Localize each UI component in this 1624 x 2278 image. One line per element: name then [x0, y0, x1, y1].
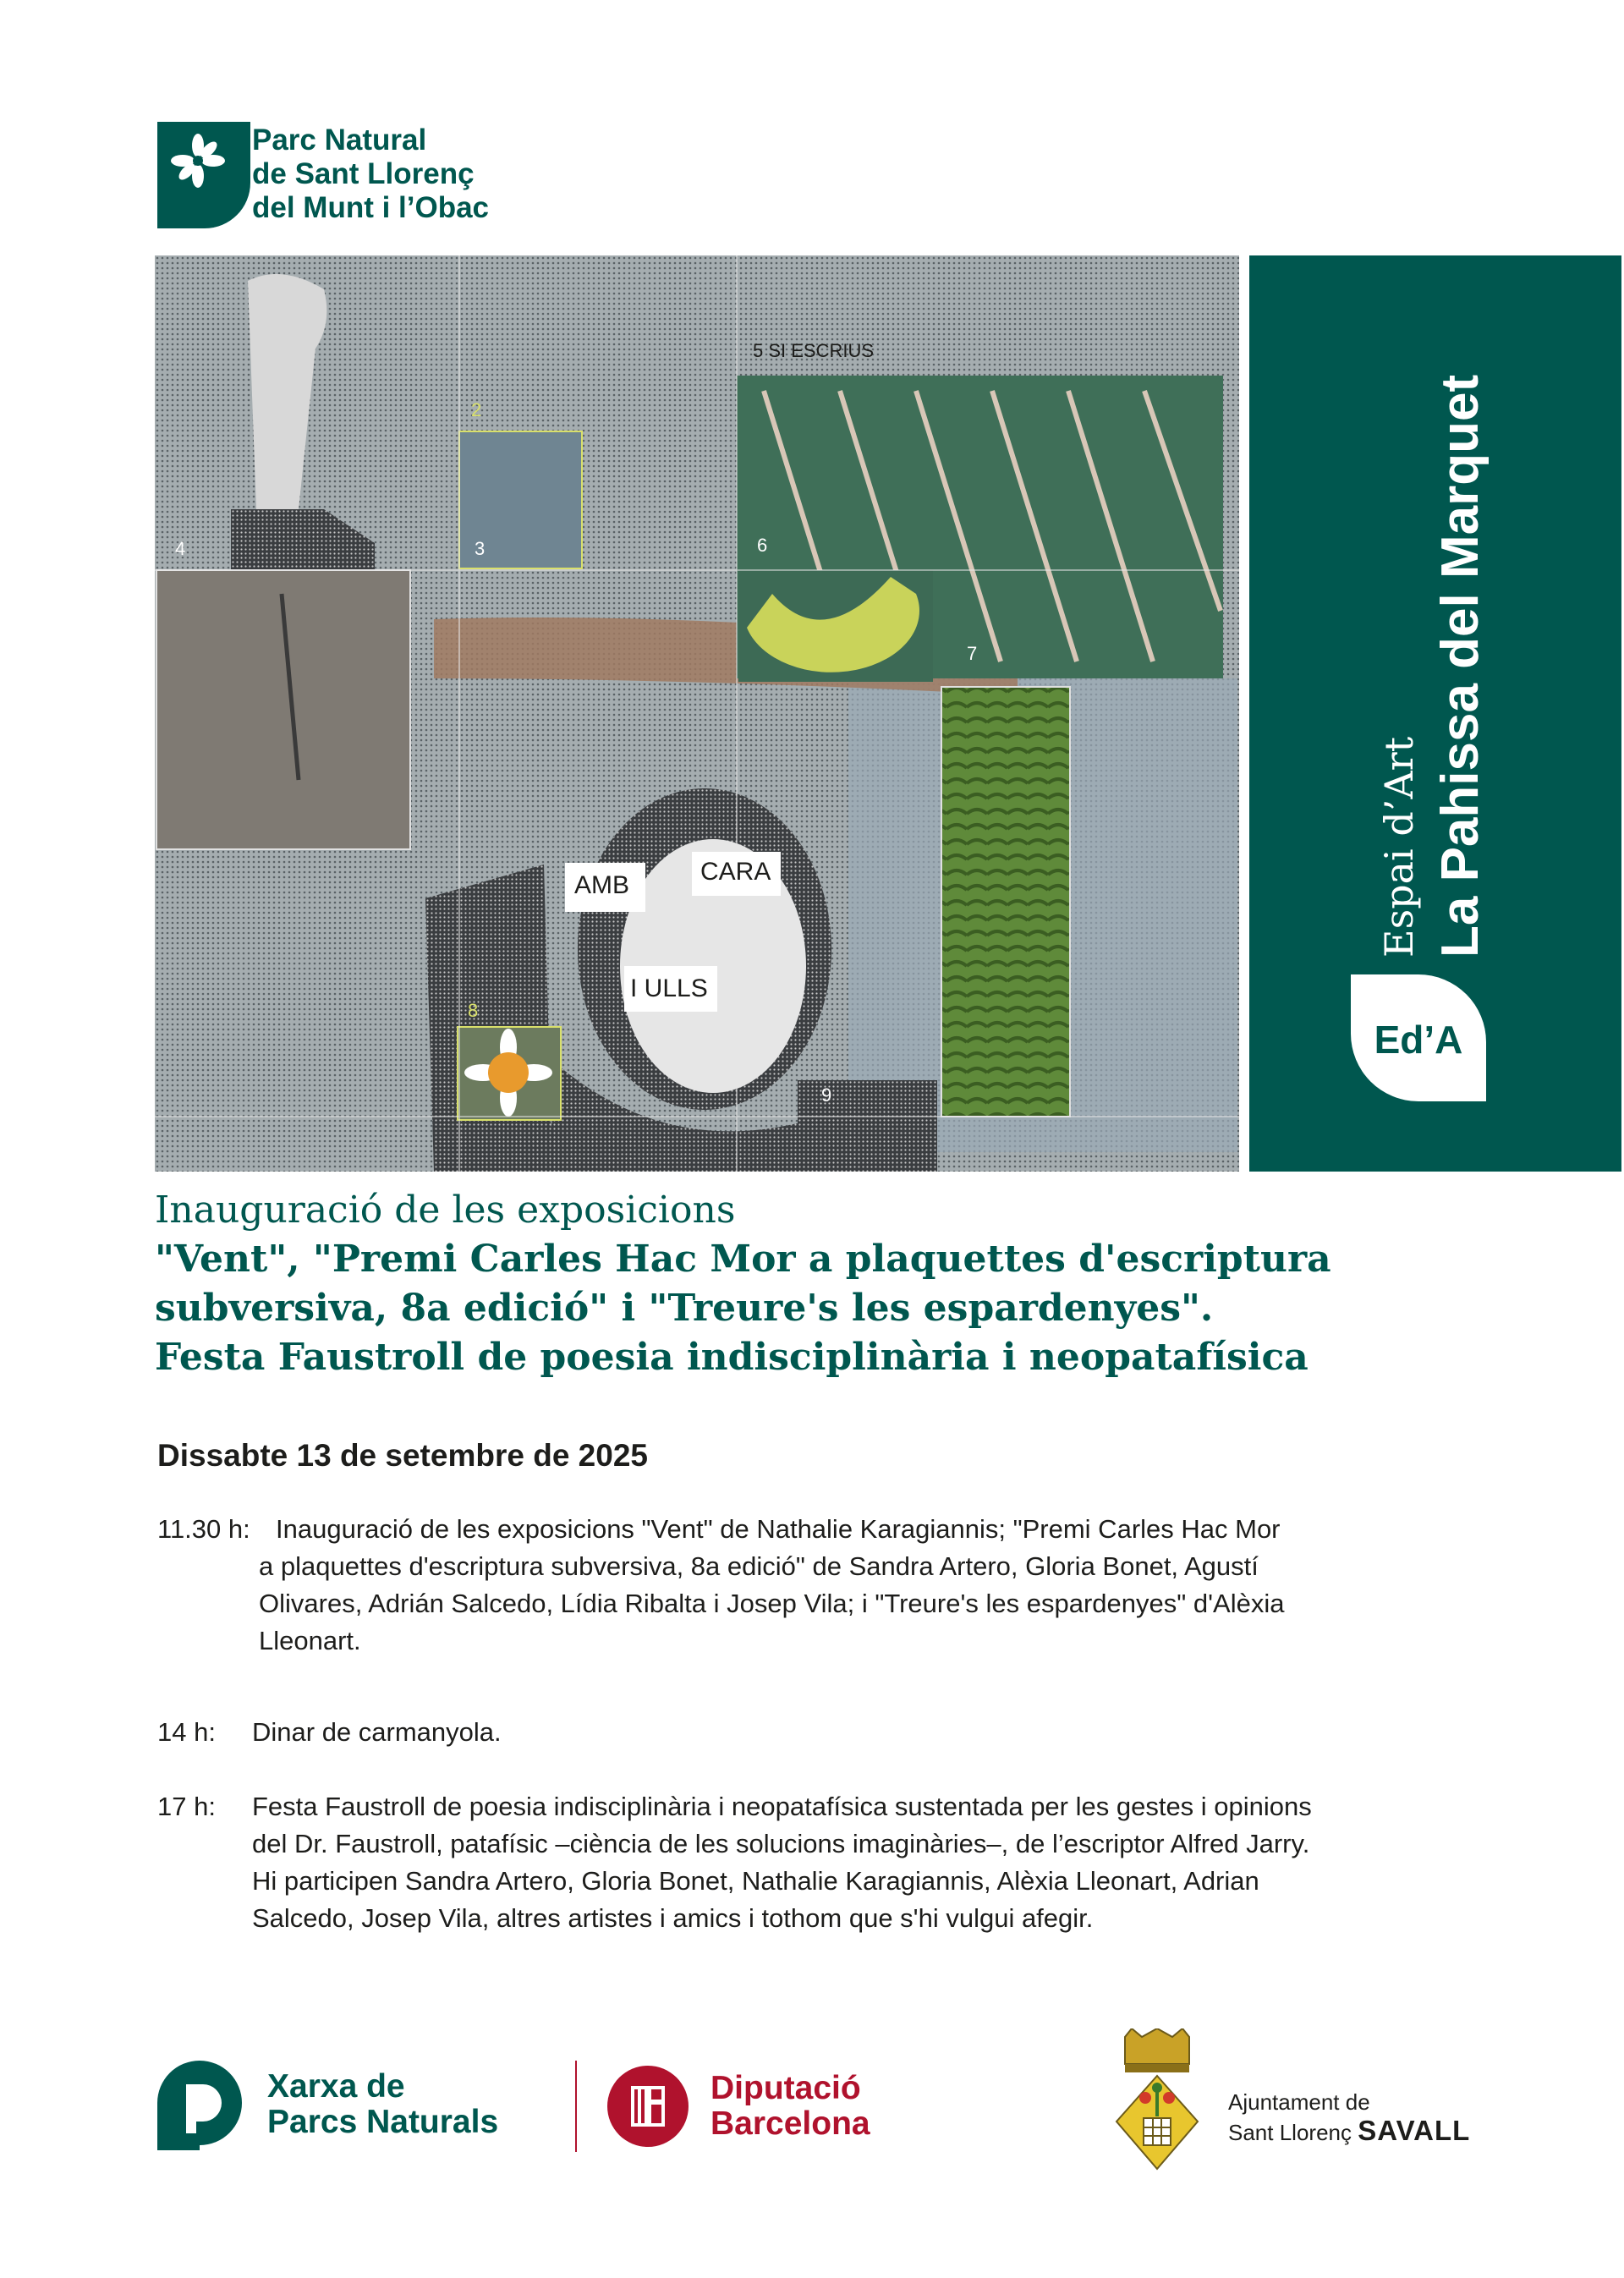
title-intro: Inauguració de les exposicions — [155, 1188, 736, 1232]
collage-label-9: 9 — [821, 1084, 832, 1106]
program-time: 11.30 h: — [157, 1514, 250, 1544]
collage-label-2: 2 — [471, 399, 482, 420]
xarxa-parcs-logo — [157, 2061, 555, 2150]
face-word-amb: AMB — [574, 871, 630, 899]
program-item — [157, 1714, 1494, 1751]
park-logo — [157, 122, 529, 232]
ajuntament-line2 — [1228, 2116, 1470, 2147]
collage-label-3: 3 — [475, 538, 486, 559]
ajuntament-line1: Ajuntament de — [1228, 2089, 1370, 2115]
face-word-cara: CARA — [700, 858, 771, 886]
title-line2: subversiva, 8a edició" i "Treure's les espardenyes". — [155, 1287, 1214, 1330]
program-line: Festa Faustroll de poesia indisciplinària i neopatafísica sustentada per les gestes i opinions — [252, 1792, 1312, 1821]
program-line: a plaquettes d'escriptura subversiva, 8a edició" de Sandra Artero, Gloria Bonet, Agustí — [259, 1551, 1259, 1581]
program-line: Inauguració de les exposicions "Vent" de Nathalie Karagiannis; "Premi Carles Hac Mor — [276, 1514, 1281, 1544]
xarxa-line1: Xarxa de — [267, 2068, 405, 2105]
eda-badge — [1351, 974, 1486, 1101]
program-time: 14 h: — [157, 1717, 216, 1747]
venue-title: La Pahissa del Marquet — [1431, 374, 1490, 958]
event-title — [155, 1186, 1593, 1382]
ajuntament-logo — [1113, 2028, 1502, 2172]
diputacio-logo — [606, 2061, 893, 2150]
event-date: Dissabte 13 de setembre de 2025 — [157, 1438, 648, 1473]
coat-of-arms-icon — [1113, 2028, 1201, 2171]
program-line: del Dr. Faustroll, patafísic –ciència de les solucions imaginàries–, de l’escriptor Alfred Jarry. — [252, 1829, 1310, 1858]
collage-label-8: 8 — [468, 1000, 479, 1021]
collage-illustration — [155, 255, 1239, 1172]
venue-side-panel — [1249, 255, 1621, 1172]
venue-subtitle: Espai d’Art — [1376, 736, 1422, 958]
program-item — [157, 1511, 1494, 1660]
program-line: Dinar de carmanyola. — [252, 1717, 502, 1747]
diputacio-seal-icon — [606, 2064, 690, 2149]
park-flower-icon — [157, 122, 250, 228]
collage-label-6: 6 — [757, 535, 768, 556]
collage-label-7: 7 — [967, 643, 978, 664]
eda-badge-label: Ed’A — [1374, 1018, 1463, 1062]
face-word-iulls: I ULLS — [630, 974, 708, 1002]
park-name — [252, 124, 489, 225]
park-name-line1: Parc Natural — [252, 124, 427, 156]
ajuntament-savall: SAVALL — [1358, 2115, 1471, 2146]
park-name-line2: de Sant Llorenç — [252, 157, 475, 190]
collage-artwork — [155, 255, 1239, 1172]
xarxa-p-icon — [157, 2061, 242, 2150]
xarxa-line2: Parcs Naturals — [267, 2104, 499, 2140]
footer-divider — [575, 2061, 577, 2152]
program-line: Olivares, Adrián Salcedo, Lídia Ribalta i Josep Vila; i "Treure's les espardenyes" d'Alèxia — [259, 1589, 1285, 1618]
program-item — [157, 1788, 1494, 1937]
diputacio-line1: Diputació — [710, 2070, 861, 2106]
program-line: Lleonart. — [259, 1626, 361, 1655]
program-line: Salcedo, Josep Vila, altres artistes i amics i tothom que s'hi vulgui afegir. — [252, 1903, 1094, 1933]
ajuntament-town: Sant Llorenç — [1228, 2120, 1352, 2145]
collage-label-5: 5 SI ESCRIUS — [753, 340, 875, 361]
collage-label-4: 4 — [175, 538, 186, 559]
title-line1: "Vent", "Premi Carles Hac Mor a plaquettes d'escriptura — [155, 1238, 1331, 1281]
program-time: 17 h: — [157, 1792, 216, 1821]
diputacio-line2: Barcelona — [710, 2105, 870, 2142]
title-line3: Festa Faustroll de poesia indisciplinària i neopatafísica — [155, 1336, 1309, 1379]
park-name-line3: del Munt i l’Obac — [252, 191, 490, 224]
program-line: Hi participen Sandra Artero, Gloria Bonet, Nathalie Karagiannis, Alèxia Lleonart, Adrian — [252, 1866, 1259, 1896]
